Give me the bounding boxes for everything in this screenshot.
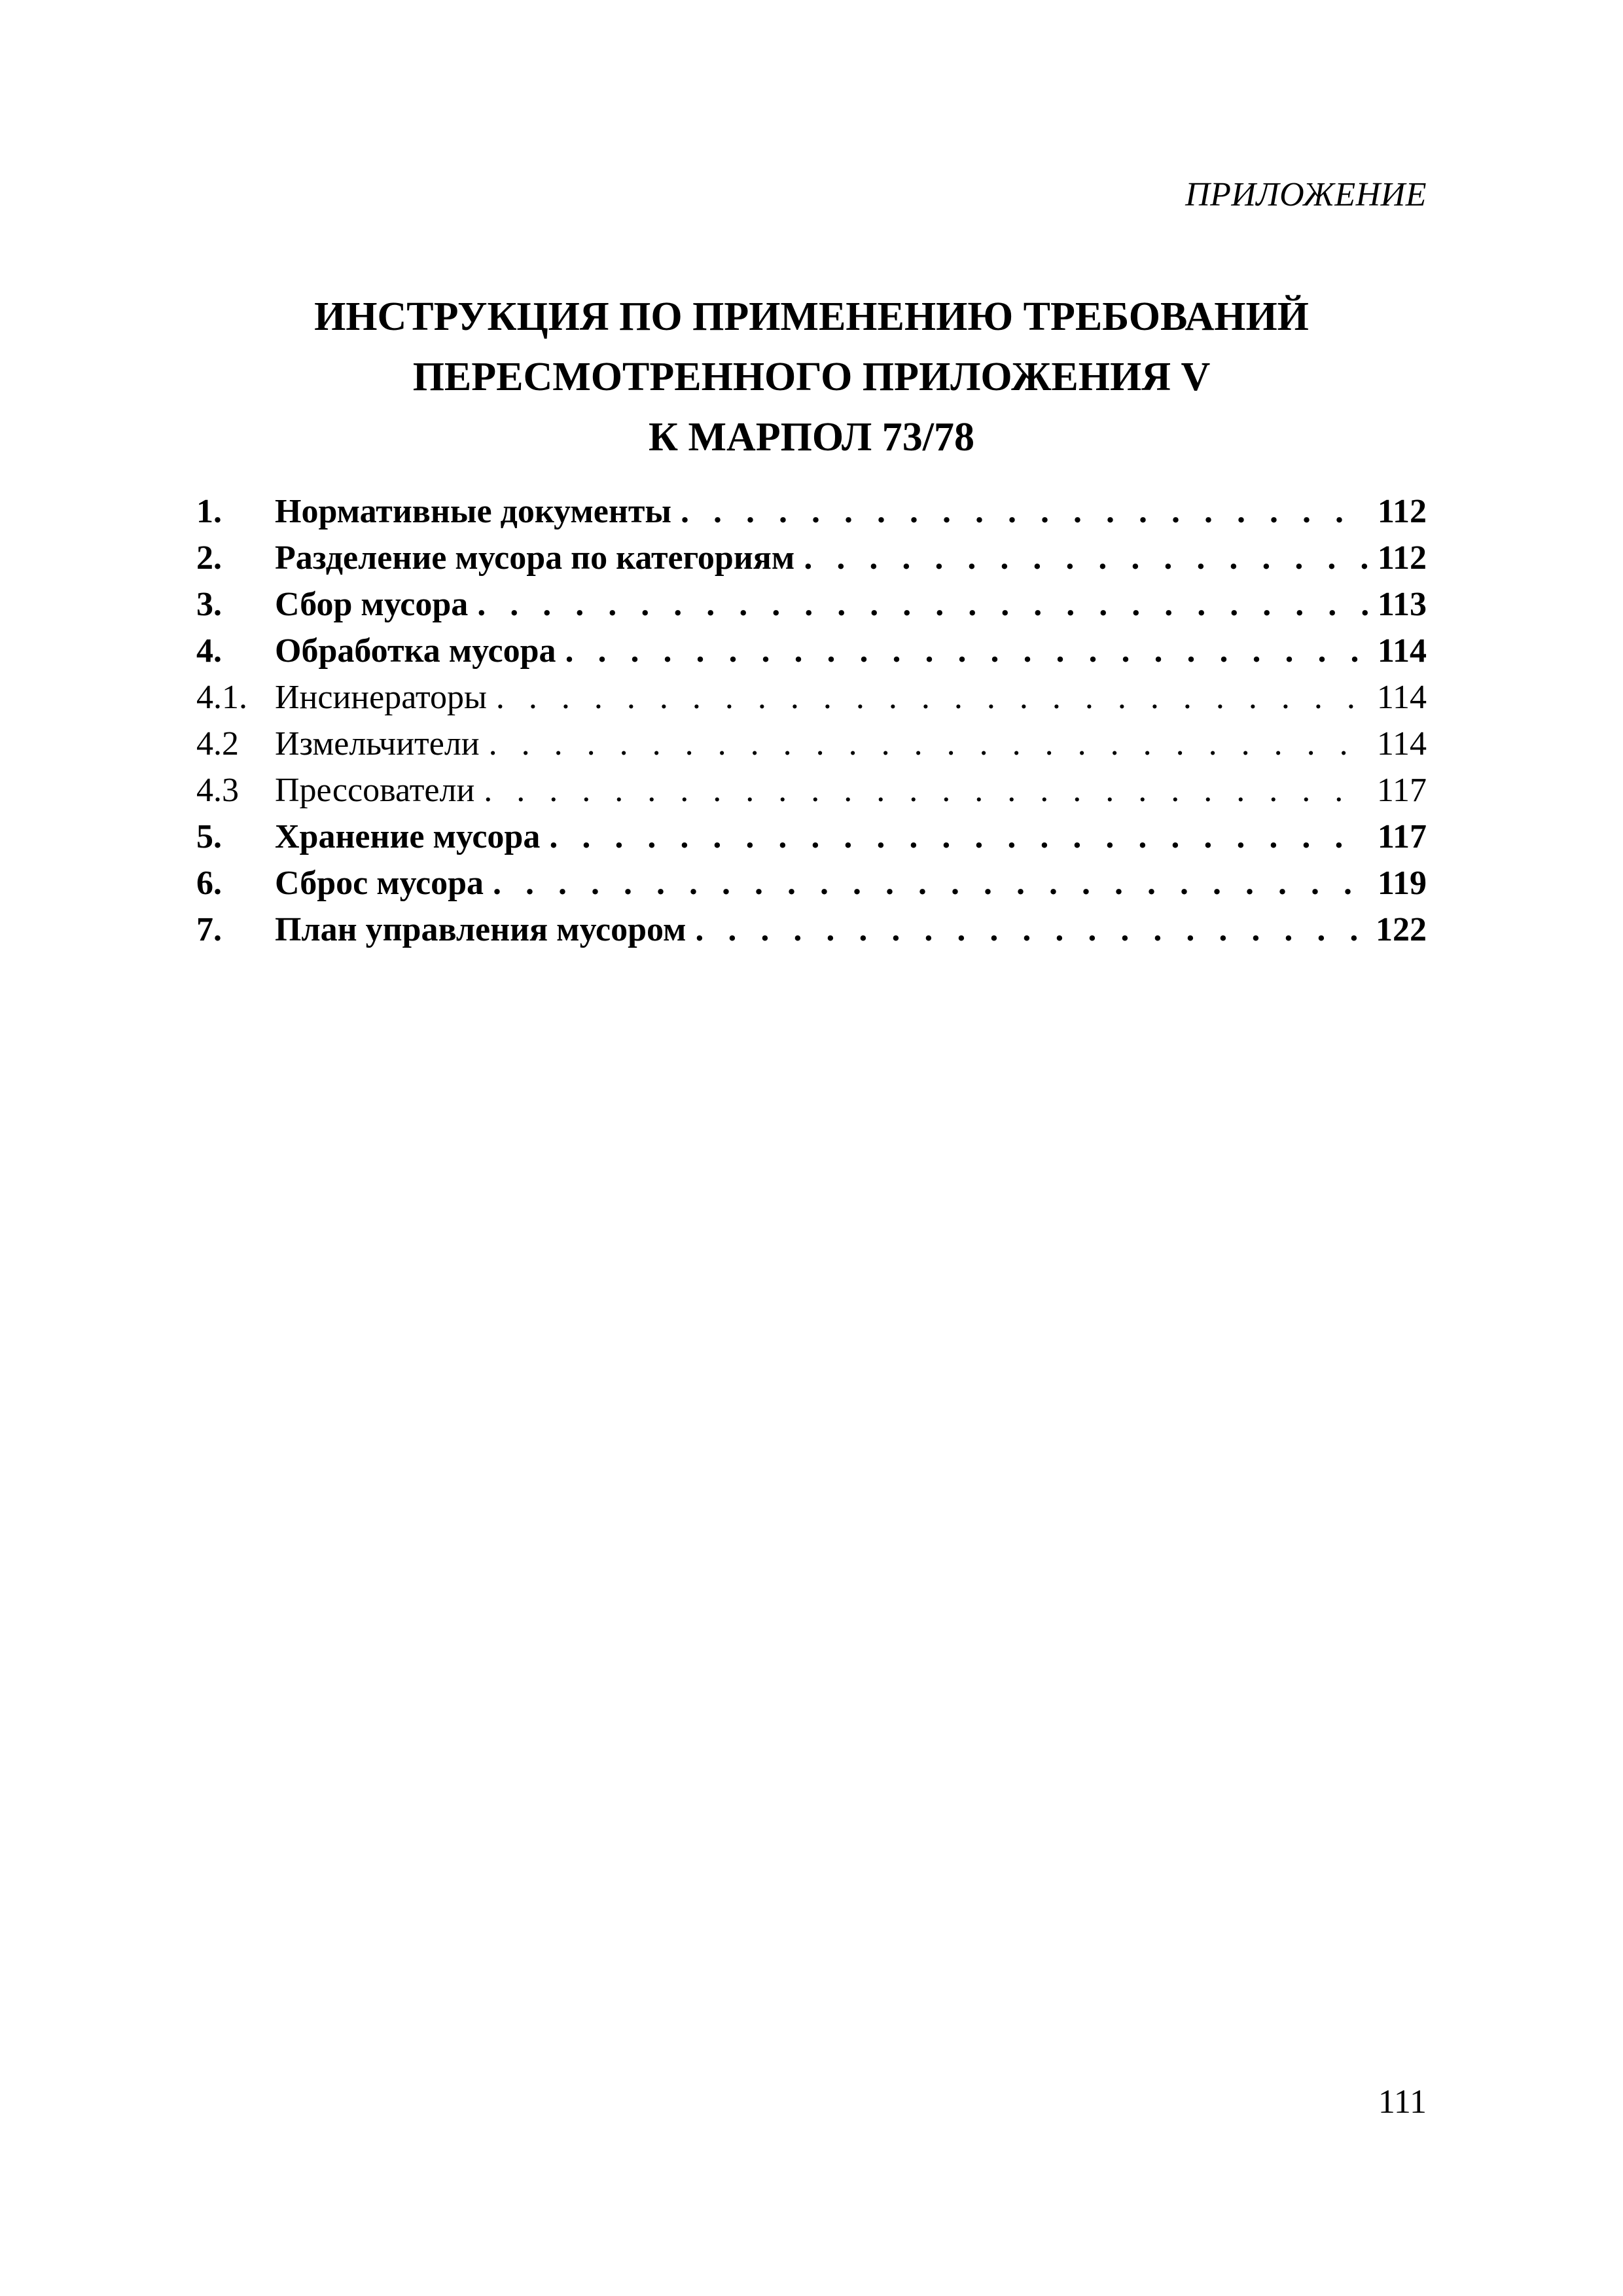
toc-entry-page: 122	[1376, 911, 1427, 948]
title-line-1: ИНСТРУКЦИЯ ПО ПРИМЕНЕНИЮ ТРЕБОВАНИЙ	[314, 295, 1309, 339]
running-header: ПРИЛОЖЕНИЕ	[1185, 176, 1427, 213]
toc-entry-title: План управления мусором	[275, 911, 687, 948]
page-number: 111	[1378, 2083, 1427, 2121]
toc-entry-page: 112	[1377, 539, 1427, 577]
toc-entry-title: Нормативные документы	[275, 493, 671, 530]
toc-entry-number: 4.1.	[196, 679, 247, 716]
toc-entry-number: 2.	[196, 539, 222, 577]
toc-entry-title: Инсинераторы	[275, 679, 487, 716]
toc-entry-page: 114	[1376, 725, 1427, 762]
toc-entry[interactable]	[196, 539, 1427, 585]
toc-entry[interactable]	[196, 725, 1427, 771]
toc-dot-leader	[681, 492, 1368, 531]
toc-entry-title: Сброс мусора	[275, 865, 484, 902]
toc-entry-number: 3.	[196, 586, 222, 623]
toc-entry-number: 1.	[196, 493, 222, 530]
toc-entry[interactable]	[196, 771, 1427, 817]
toc-dot-leader	[695, 910, 1366, 949]
toc-entry-title: Сбор мусора	[275, 586, 469, 623]
toc-dot-leader	[549, 817, 1368, 856]
toc-entry[interactable]	[196, 492, 1427, 539]
toc-dot-leader	[489, 725, 1368, 763]
table-of-contents	[196, 492, 1427, 957]
toc-entry[interactable]	[196, 864, 1427, 910]
toc-entry-number: 4.2	[196, 725, 239, 762]
toc-entry-number: 4.3	[196, 772, 239, 809]
toc-dot-leader	[484, 771, 1368, 810]
toc-entry[interactable]	[196, 585, 1427, 632]
document-title	[0, 287, 1623, 467]
toc-entry-title: Измельчители	[275, 725, 480, 762]
toc-entry-page: 114	[1376, 679, 1427, 716]
toc-entry-title: Обработка мусора	[275, 632, 556, 670]
toc-entry-number: 7.	[196, 911, 222, 948]
toc-entry[interactable]	[196, 817, 1427, 864]
toc-entry-page: 117	[1377, 818, 1427, 855]
toc-entry-number: 5.	[196, 818, 222, 855]
toc-entry[interactable]	[196, 910, 1427, 957]
title-line-3: К МАРПОЛ 73/78	[649, 415, 974, 459]
toc-entry-page: 113	[1377, 586, 1427, 623]
toc-entry-page: 119	[1377, 865, 1427, 902]
toc-entry-title: Прессователи	[275, 772, 475, 809]
toc-entry-number: 6.	[196, 865, 222, 902]
toc-dot-leader	[565, 632, 1368, 670]
toc-entry-number: 4.	[196, 632, 222, 670]
toc-entry-page: 117	[1376, 772, 1427, 809]
toc-entry-title: Разделение мусора по категориям	[275, 539, 795, 577]
toc-entry[interactable]	[196, 632, 1427, 678]
toc-entry-page: 114	[1377, 632, 1427, 670]
toc-entry-title: Хранение мусора	[275, 818, 541, 855]
toc-entry[interactable]	[196, 678, 1427, 725]
title-line-2: ПЕРЕСМОТРЕННОГО ПРИЛОЖЕНИЯ V	[412, 355, 1211, 399]
toc-dot-leader	[493, 864, 1368, 903]
toc-dot-leader	[477, 585, 1368, 624]
toc-entry-page: 112	[1377, 493, 1427, 530]
toc-dot-leader	[496, 678, 1368, 717]
toc-dot-leader	[804, 539, 1368, 577]
